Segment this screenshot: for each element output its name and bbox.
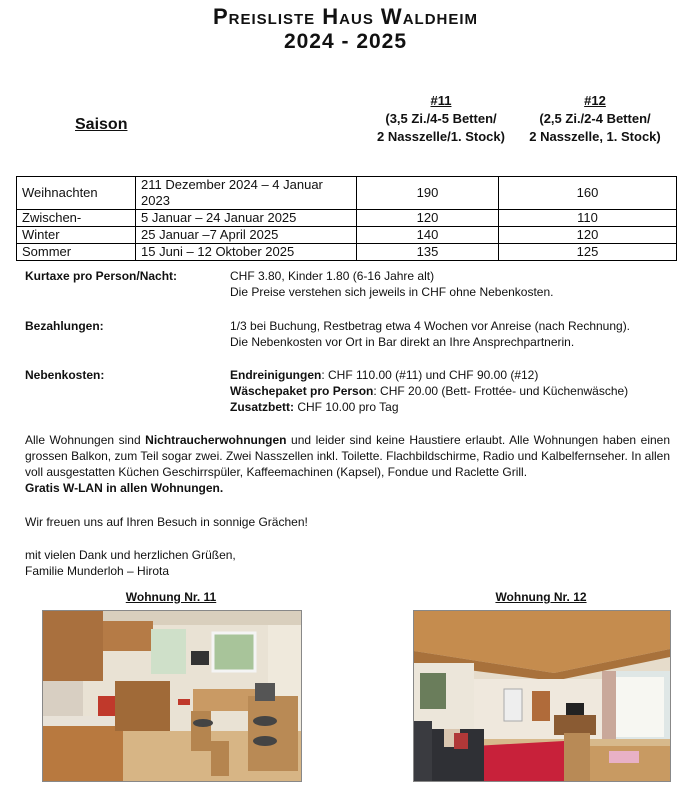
table-row (17, 210, 677, 227)
photo-caption-12: Wohnung Nr. 12 (495, 590, 587, 604)
apartment-12-photo (413, 610, 671, 782)
closing-text: mit vielen Dank und herzlichen Grüßen, Familie Munderloh – Hirota (25, 548, 236, 578)
apartment-11-desc-2: 2 Nasszelle/1. Stock) (377, 129, 505, 144)
kurtaxe-line-2: Die Preise verstehen sich jeweils in CHF ohne Nebenkosten. (230, 285, 554, 299)
price-11-cell: 140 (357, 227, 499, 244)
description-paragraph: Alle Wohnungen sind Nichtraucherwohnungen und leider sind keine Haustiere erlaubt. Alle Wohnungen haben einen grossen Balkon, zum Teil sogar zwei. Zwei Nasszellen inkl. Toilette. Flachbildschirme, Radio und Kalbelfernseher. In allen voll ausgestatten Küchen Geschirrspüler, Kaffeemachinen (Kapsel), Fondue und Raclette Grill. Gratis W-LAN in allen Wohnungen. (25, 433, 671, 495)
apartment-12-photo-image (414, 611, 670, 781)
price-12-cell: 120 (499, 227, 677, 244)
price-12-cell: 110 (499, 210, 677, 227)
dates-cell: 5 Januar – 24 Januar 2025 (136, 210, 357, 227)
document-year: 2024 - 2025 (283, 30, 408, 53)
zusatzbett-line: Zusatzbett: CHF 10.00 pro Tag (230, 400, 399, 414)
nebenkosten-label: Nebenkosten: (25, 368, 105, 382)
apartment-12-number: #12 (584, 93, 606, 108)
wlan-note: Gratis W-LAN in allen Wohnungen. (25, 481, 224, 495)
dates-cell: 211 Dezember 2024 – 4 Januar 2023 (136, 177, 357, 210)
apartment-12-desc-1: (2,5 Zi./2-4 Betten/ (539, 111, 651, 126)
document-title: Preisliste Haus Waldheim (212, 4, 479, 29)
bezahlungen-label: Bezahlungen: (25, 319, 104, 333)
dates-cell: 25 Januar –7 April 2025 (136, 227, 357, 244)
bezahlungen-line-1: 1/3 bei Buchung, Restbetrag etwa 4 Wochen vor Anreise (nach Rechnung). (230, 319, 631, 333)
endreinigung-line: Endreinigungen: CHF 110.00 (#11) und CHF 90.00 (#12) (230, 368, 539, 382)
apartment-11-desc-1: (3,5 Zi./4-5 Betten/ (385, 111, 497, 126)
apartment-11-photo-image (43, 611, 301, 781)
kurtaxe-label: Kurtaxe pro Person/Nacht: (25, 269, 178, 283)
price-11-cell: 120 (357, 210, 499, 227)
price-12-cell: 160 (499, 177, 677, 210)
season-cell: Zwischen- (17, 210, 136, 227)
welcome-text: Wir freuen uns auf Ihren Besuch in sonnige Grächen! (25, 515, 308, 529)
apartment-11-photo (42, 610, 302, 782)
apartment-12-desc-2: 2 Nasszelle, 1. Stock) (529, 129, 661, 144)
season-cell: Weihnachten (17, 177, 136, 210)
apartment-12-header (510, 92, 680, 146)
price-11-cell: 135 (357, 244, 499, 261)
price-table (16, 176, 677, 261)
photo-caption-11: Wohnung Nr. 11 (125, 590, 217, 604)
saison-heading: Saison (75, 116, 128, 133)
price-11-cell: 190 (357, 177, 499, 210)
price-12-cell: 125 (499, 244, 677, 261)
apartment-11-header (356, 92, 526, 146)
table-row (17, 227, 677, 244)
waeschepaket-line: Wäschepaket pro Person: CHF 20.00 (Bett- Frottée- und Küchenwäsche) (230, 384, 629, 398)
season-cell: Sommer (17, 244, 136, 261)
apartment-11-number: #11 (430, 93, 452, 108)
table-row (17, 244, 677, 261)
kurtaxe-line-1: CHF 3.80, Kinder 1.80 (6-16 Jahre alt) (230, 269, 435, 283)
bezahlungen-line-2: Die Nebenkosten vor Ort in Bar direkt an Ihre Ansprechpartnerin. (230, 335, 575, 349)
season-cell: Winter (17, 227, 136, 244)
table-row (17, 177, 677, 210)
dates-cell: 15 Juni – 12 Oktober 2025 (136, 244, 357, 261)
